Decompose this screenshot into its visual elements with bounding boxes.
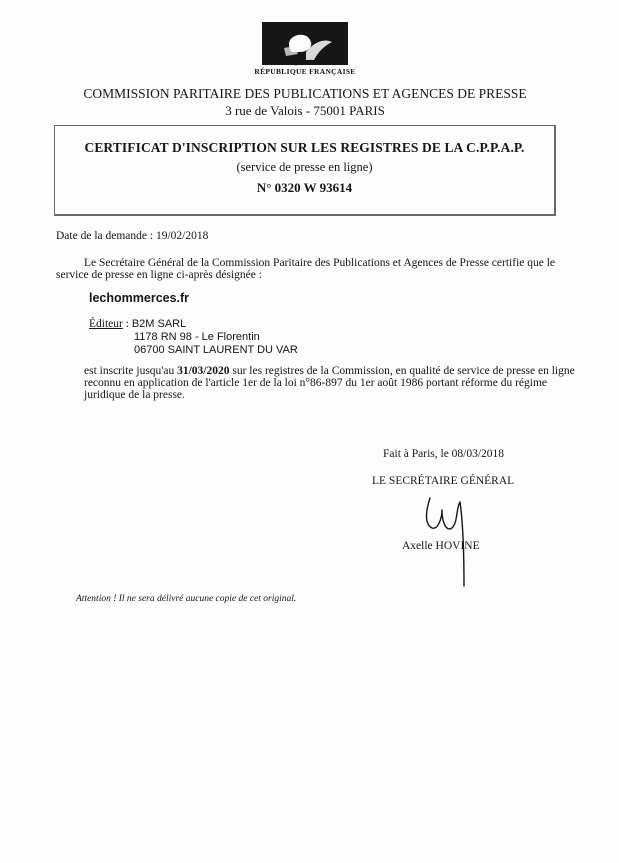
logo-republic: RÉPUBLIQUE FRANÇAISE: [254, 67, 356, 76]
place-date: Fait à Paris, le 08/03/2018: [383, 448, 505, 460]
signer-name: Axelle HOVINE: [402, 540, 480, 552]
commission-title: COMMISSION PARITAIRE DES PUBLICATIONS ET AGENCES DE PRESSE: [83, 86, 527, 101]
editeur-address-1: 1178 RN 98 - Le Florentin: [134, 331, 260, 343]
certificate-number: N° 0320 W 93614: [256, 180, 353, 195]
paragraph-2-line-1: [84, 365, 575, 377]
paragraph-2-line-2: reconnu en application de l'article 1er de la loi n°86-897 du 1er août 1986 portant réforme du régime: [84, 377, 547, 389]
paragraph-1-line-2: service de presse en ligne ci-après désignée :: [56, 269, 262, 281]
site-name: lechommerces.fr: [89, 291, 190, 305]
attention-note: Attention ! Il ne sera délivré aucune copie de cet original.: [76, 594, 297, 604]
request-date: Date de la demande : 19/02/2018: [56, 230, 209, 242]
valid-until-date: 31/03/2020: [177, 365, 230, 377]
certificate-subtitle: (service de presse en ligne): [236, 160, 373, 174]
editeur-row: [89, 318, 186, 330]
editeur-label: Éditeur: [89, 318, 123, 330]
editeur-separator: :: [122, 318, 132, 330]
certificate-title: CERTIFICAT D'INSCRIPTION SUR LES REGISTRES DE LA C.P.P.A.P.: [84, 140, 525, 155]
paragraph-2-suffix: sur les registres de la Commission, en qualité de service de presse en ligne: [229, 365, 575, 377]
secretary-title: LE SECRÉTAIRE GÉNÉRAL: [372, 475, 515, 487]
logo-motto: Liberté • Égalité • Fraternité: [264, 59, 346, 66]
commission-address: 3 rue de Valois - 75001 PARIS: [225, 103, 385, 118]
paragraph-2-line-3: juridique de la presse.: [84, 389, 185, 401]
editeur-name: B2M SARL: [131, 318, 187, 330]
paragraph-2-prefix: est inscrite jusqu'au: [84, 365, 178, 377]
handwritten-signature: [420, 488, 480, 588]
editeur-address-2: 06700 SAINT LAURENT DU VAR: [134, 344, 298, 356]
paragraph-1-line-1: Le Secrétaire Général de la Commission Paritaire des Publications et Agences de Presse certifie que le: [84, 257, 556, 269]
